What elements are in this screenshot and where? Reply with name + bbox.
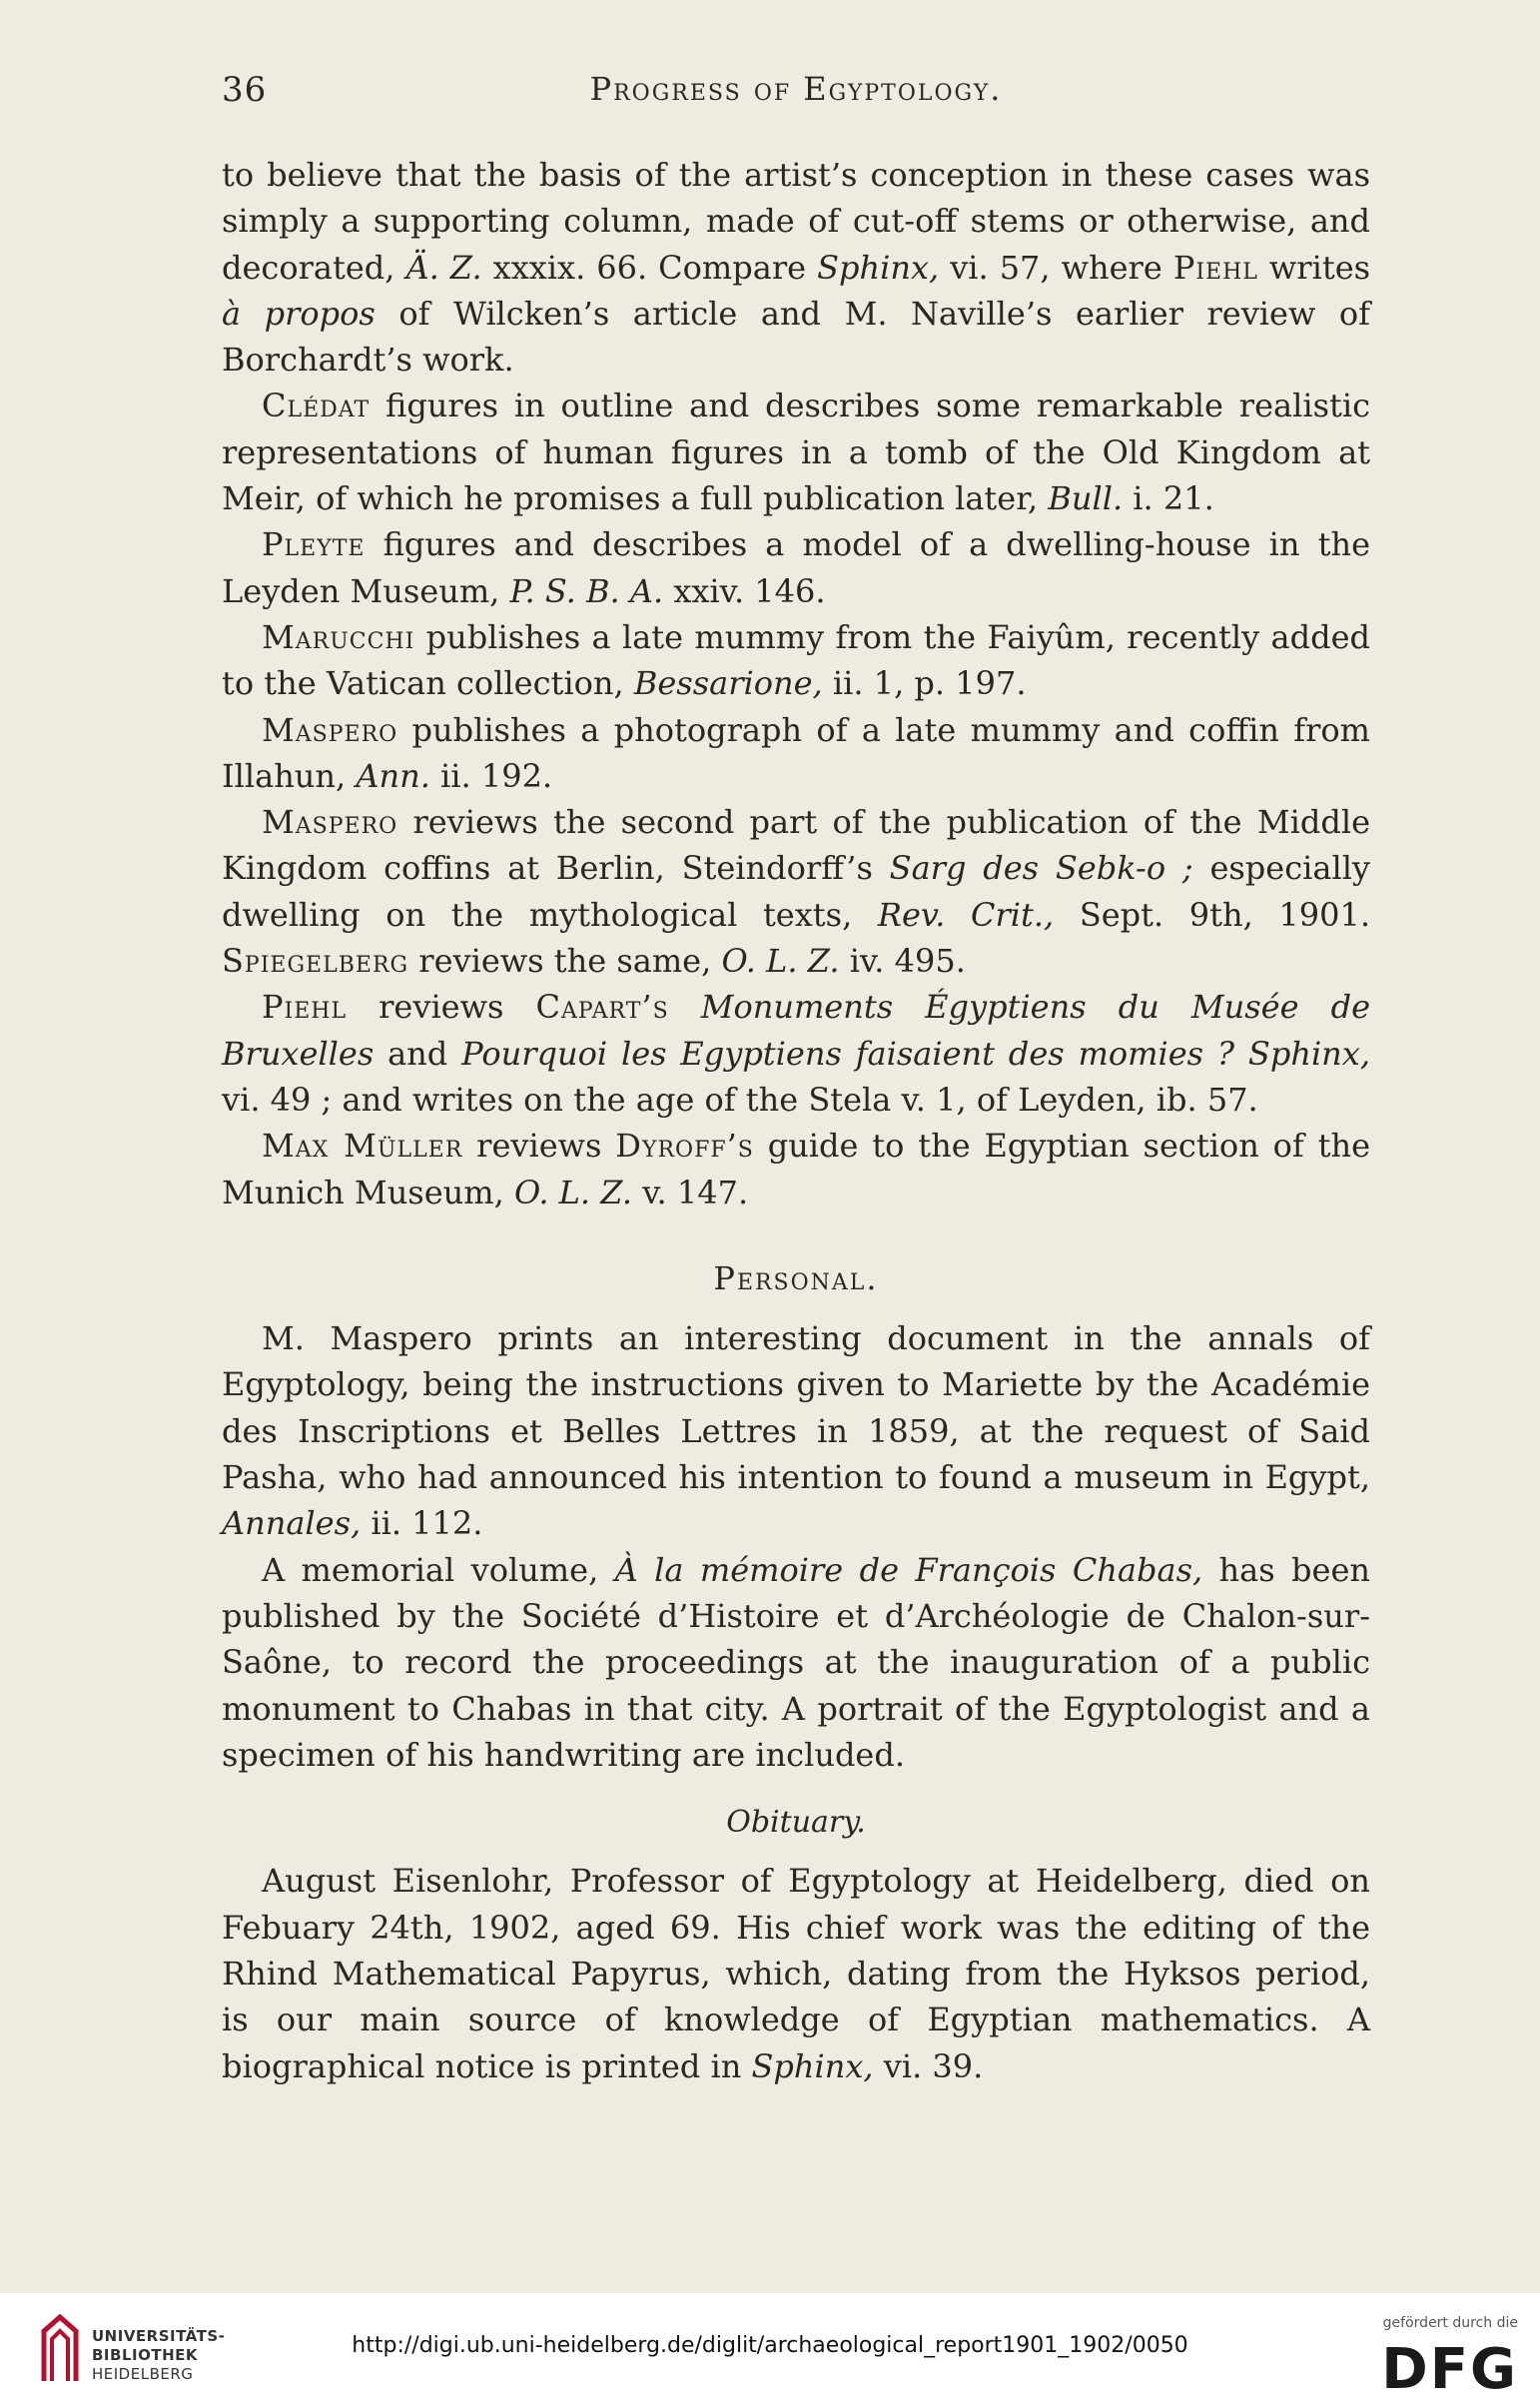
- paragraph: [222, 152, 1370, 383]
- text-run: reviews: [347, 988, 536, 1027]
- text-run: reviews the same,: [408, 942, 722, 981]
- running-head: [222, 70, 1370, 120]
- sub-heading: [222, 1800, 1370, 1846]
- library-name-line2: BIBLIOTHEK: [92, 2346, 198, 2364]
- italic-run: O. L. Z.: [513, 1173, 633, 1211]
- italic-run: Bull.: [1048, 479, 1124, 518]
- italic-run: O. L. Z.: [721, 942, 840, 981]
- text-run: iv. 495.: [839, 942, 966, 981]
- text-run: Personal.: [713, 1258, 879, 1297]
- italic-run: Sphinx,: [817, 248, 940, 287]
- text-run: especially dwelling on the mythological texts,: [222, 849, 1370, 934]
- text-run: vi. 57, where: [939, 248, 1173, 287]
- smallcaps-run: Marucchi: [262, 617, 415, 656]
- paragraph: [222, 984, 1370, 1123]
- text-run: of Wilcken’s article and M. Naville’s earlier review of Borchardt’s work.: [222, 294, 1371, 380]
- body-text: [222, 152, 1370, 2089]
- text-run: [669, 988, 701, 1026]
- italic-run: Ä. Z.: [405, 248, 482, 287]
- italic-run: P. S. B. A.: [509, 571, 664, 610]
- text-run: figures in outline and describes some remarkable realistic representations of human figures in a tomb of the Old Kingdom at Meir, of which he promises a full publication later,: [222, 387, 1370, 518]
- smallcaps-run: Maspero: [262, 710, 398, 749]
- paragraph: [222, 1547, 1370, 1778]
- text-run: ii. 1, p. 197.: [822, 664, 1027, 703]
- text-run: publishes a photograph of a late mummy and coffin from Illahun,: [222, 710, 1370, 795]
- funding-note: gefördert durch die: [1382, 2315, 1518, 2331]
- text-run: v. 147.: [632, 1173, 749, 1211]
- paragraph: [222, 1858, 1370, 2088]
- text-run: Sept. 9th, 1901.: [1054, 895, 1371, 934]
- paragraph: [222, 521, 1370, 614]
- section-heading: [222, 1255, 1370, 1301]
- text-run: writes: [1257, 248, 1371, 287]
- paragraph: [222, 707, 1370, 800]
- italic-run: Sarg des Sebk-o ;: [889, 849, 1193, 888]
- italic-run: Monuments Égyptiens du Musée de Bruxelles: [222, 988, 1371, 1073]
- library-name-line3: HEIDELBERG: [92, 2365, 194, 2383]
- library-name-line1: UNIVERSITÄTS-: [92, 2327, 226, 2345]
- italic-run: Annales,: [222, 1504, 362, 1543]
- text-run: and: [374, 1034, 462, 1073]
- italic-run: Pourquoi les Egyptiens faisaient des momies ? Sphinx,: [461, 1034, 1371, 1073]
- text-run: reviews: [462, 1127, 616, 1166]
- italic-run: Sphinx,: [751, 2046, 874, 2085]
- paragraph: [222, 1315, 1370, 1546]
- text-run: xxiv. 146.: [663, 571, 826, 610]
- text-run: vi. 49 ; and writes on the age of the Stela v. 1, of Leyden, ib. 57.: [222, 1080, 1258, 1119]
- text-run: August Eisenlohr, Professor of Egyptology at Heidelberg, died on Febuary 24th, 1902, aged 69. His chief work was the editing of the Rhind Mathematical Papyrus, which, dating from the Hyksos period, is our main source of knowledge of Egyptian mathematics. A biographical notice is printed in: [222, 1862, 1370, 2085]
- smallcaps-run: Pleyte: [262, 525, 366, 564]
- smallcaps-run: Clédat: [262, 387, 371, 425]
- text-run: figures and describes a model of a dwelling-house in the Leyden Museum,: [222, 525, 1370, 610]
- text-run: M. Maspero prints an interesting document in the annals of Egyptology, being the instructions given to Mariette by the Académie des Inscriptions et Belles Lettres in 1859, at the request of Said Pasha, who had announced his intention to found a museum in Egypt,: [222, 1319, 1370, 1497]
- italic-run: À la mémoire de François Chabas,: [614, 1550, 1203, 1589]
- text-run: Obituary.: [726, 1805, 866, 1841]
- italic-run: Bessarione,: [633, 664, 823, 703]
- smallcaps-run: Maspero: [262, 803, 398, 842]
- italic-run: Ann.: [356, 756, 430, 795]
- page-number: 36: [222, 70, 268, 110]
- text-run: xxxix. 66. Compare: [481, 248, 818, 287]
- smallcaps-run: Capart’s: [535, 988, 669, 1027]
- smallcaps-run: Dyroff’s: [615, 1127, 754, 1166]
- text-run: vi. 39.: [873, 2046, 984, 2085]
- text-run: has been published by the Société d’Histoire et d’Archéologie de Chalon-sur-Saône, to record the proceedings at the inauguration of a public monument to Chabas in that city. A portrait of the Egyptologist and a specimen of his handwriting are included.: [222, 1550, 1371, 1774]
- paragraph: [222, 799, 1370, 984]
- text-run: reviews the second part of the publication of the Middle Kingdom coffins at Berlin, Steindorff’s: [222, 803, 1370, 888]
- smallcaps-run: Piehl: [262, 988, 348, 1027]
- running-title: Progress of Egyptology.: [589, 70, 1003, 108]
- text-run: guide to the Egyptian section of the Munich Museum,: [222, 1127, 1370, 1211]
- smallcaps-run: Max Müller: [262, 1127, 463, 1166]
- paragraph: [222, 1123, 1370, 1215]
- text-run: A memorial volume,: [262, 1550, 615, 1589]
- text-run: i. 21.: [1123, 479, 1214, 518]
- smallcaps-run: Piehl: [1172, 248, 1258, 287]
- paragraph: [222, 614, 1370, 707]
- text-run: publishes a late mummy from the Faiyûm, recently added to the Vatican collection,: [222, 617, 1370, 703]
- text-run: ii. 192.: [429, 756, 553, 795]
- smallcaps-run: Spiegelberg: [222, 942, 409, 981]
- text-run: ii. 112.: [361, 1504, 483, 1543]
- dfg-logo: DFG: [1381, 2337, 1518, 2402]
- italic-run: Rev. Crit.,: [877, 895, 1055, 934]
- paragraph: [222, 383, 1370, 521]
- source-url-link[interactable]: http://digi.ub.uni-heidelberg.de/diglit/archaeological_report1901_1902/0050: [352, 2333, 1188, 2358]
- italic-run: à propos: [222, 294, 376, 333]
- footer-bar: [0, 2293, 1540, 2407]
- text-run: to believe that the basis of the artist’s conception in these cases was simply a supporting column, made of cut-off stems or otherwise, and decorated,: [222, 156, 1370, 287]
